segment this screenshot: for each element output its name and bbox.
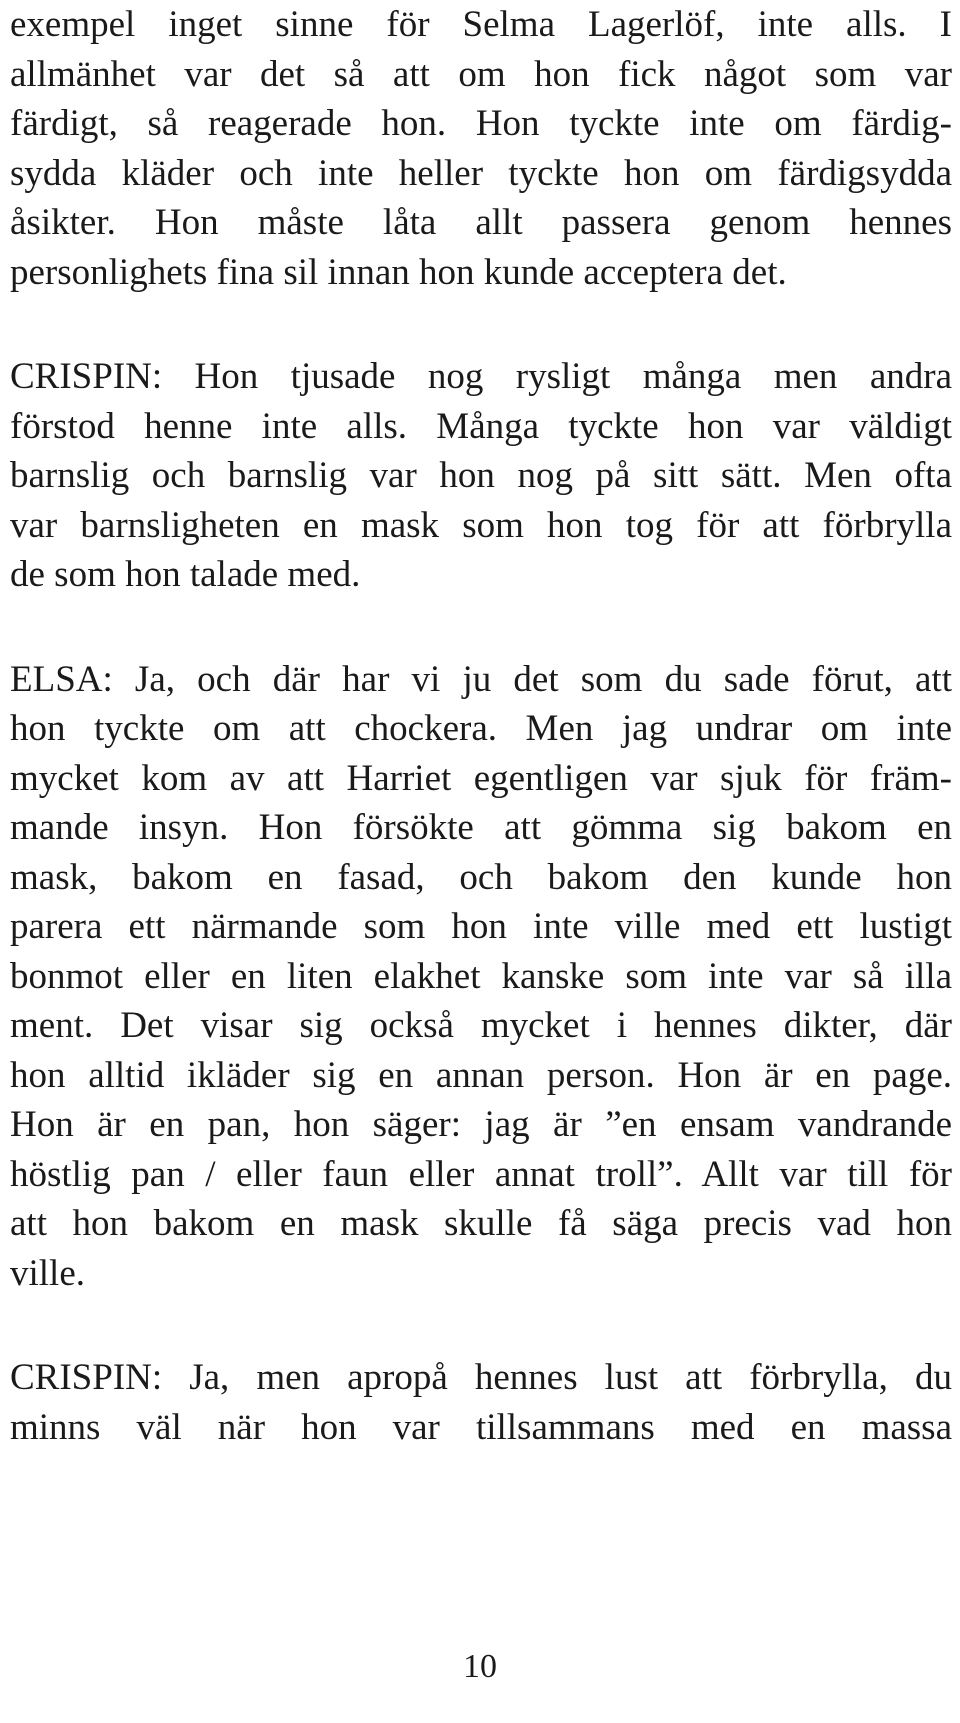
paragraph-gap <box>10 600 952 655</box>
paragraph <box>10 352 952 600</box>
text-line: hon alltid ikläder sig en annan person. Hon är en page. <box>10 1054 952 1096</box>
text-line: var barnsligheten en mask som hon tog för att förbrylla <box>10 504 952 546</box>
text-line: personlighets fina sil innan hon kunde acceptera det. <box>10 251 787 293</box>
text-line: allmänhet var det så att om hon fick något som var <box>10 53 952 95</box>
text-line: ELSA: Ja, och där har vi ju det som du sade förut, att <box>10 658 952 700</box>
text-line: Hon är en pan, hon säger: jag är ”en ensam vandrande <box>10 1104 952 1145</box>
text-line: CRISPIN: Hon tjusade nog rysligt många men andra <box>10 356 952 397</box>
text-line: parera ett närmande som hon inte ville med ett lustigt <box>10 906 952 947</box>
text-line: mycket kom av att Harriet egentligen var sjuk för främ- <box>10 757 952 799</box>
text-line: ment. Det visar sig också mycket i hennes dikter, där <box>10 1005 952 1046</box>
text-line: förstod henne inte alls. Många tyckte hon var väldigt <box>10 405 952 447</box>
text-line: att hon bakom en mask skulle få säga precis vad hon <box>10 1203 952 1244</box>
paragraph <box>10 655 952 1299</box>
page-number: 10 <box>463 1648 497 1685</box>
text-line: sydda kläder och inte heller tyckte hon om färdigsydda <box>10 152 952 194</box>
text-line: de som hon talade med. <box>10 554 361 595</box>
text-line: CRISPIN: Ja, men apropå hennes lust att förbrylla, du <box>10 1357 952 1398</box>
paragraph-gap <box>10 297 952 352</box>
text-line: höstlig pan / eller faun eller annat troll”. Allt var till för <box>10 1153 952 1195</box>
text-line: mande insyn. Hon försökte att gömma sig bakom en <box>10 807 952 848</box>
text-line: minns väl när hon var tillsammans med en massa <box>10 1406 952 1448</box>
text-line: exempel inget sinne för Selma Lagerlöf, inte alls. I <box>10 4 952 45</box>
text-line: bonmot eller en liten elakhet kanske som inte var så illa <box>10 955 952 997</box>
paragraph <box>10 1353 952 1452</box>
text-line: färdigt, så reagerade hon. Hon tyckte inte om färdig- <box>10 103 952 144</box>
text-line: mask, bakom en fasad, och bakom den kunde hon <box>10 856 952 898</box>
paragraph-gap <box>10 1298 952 1353</box>
text-line: åsikter. Hon måste låta allt passera genom hennes <box>10 202 952 243</box>
document-page <box>10 0 952 1452</box>
text-line: ville. <box>10 1252 86 1294</box>
text-line: barnslig och barnslig var hon nog på sitt sätt. Men ofta <box>10 455 952 496</box>
paragraph <box>10 0 952 297</box>
text-line: hon tyckte om att chockera. Men jag undrar om inte <box>10 708 952 749</box>
